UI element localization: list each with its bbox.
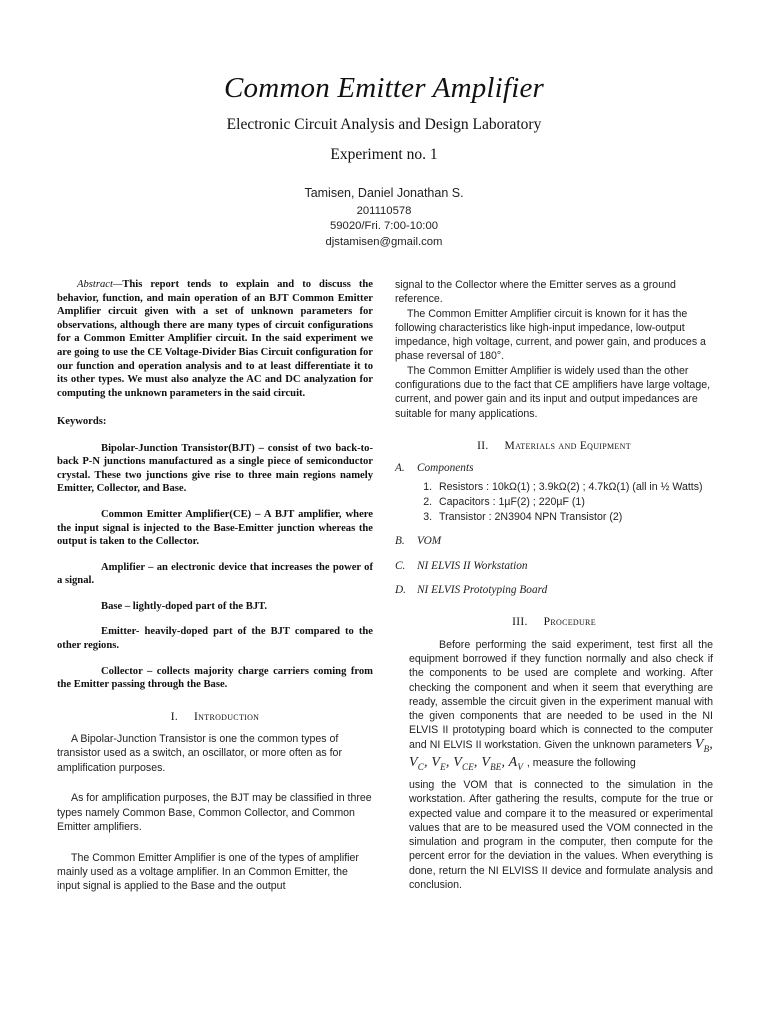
keyword-item: Collector – collects majority charge carriers coming from the Emitter passing through the Base. (57, 665, 373, 691)
paper-title: Common Emitter Amplifier (223, 72, 545, 104)
subsection-letter: A. (395, 462, 405, 475)
intro-paragraph: A Bipolar-Junction Transistor is one the common types of transistor used as a switch, an oscillator, or more often as for amplification purposes. (57, 733, 342, 774)
section-title: Procedure (543, 616, 596, 629)
author-name: Tamisen, Daniel Jonathan S. (304, 186, 464, 200)
parameter: $A_V$ (508, 754, 524, 772)
parameter: $V_{CE}$ (453, 754, 474, 772)
procedure-text: , measure the following (526, 756, 636, 769)
subsection-prototyping-board (395, 583, 713, 597)
component-item: 1. Resistors : 10kΩ(1) ; 3.9kΩ(2) ; 4.7kΩ(1) (all in ½ Watts) (435, 480, 713, 494)
subsection-title: VOM (417, 535, 442, 548)
section-number: I. (170, 710, 179, 723)
keyword-item: Base – lightly-doped part of the BJT. (101, 600, 268, 612)
procedure-paragraph: using the VOM that is connected to the simulation in the workstation. After gathering the results, compute for the true or expected value and compare it to the measured or experimental values that are to be measured used the VOM connected in the simulation and program in the computer, then compute for the percent error for the deviation in the values. When everything is done, return the NI ELVISS II device and formulate analysis and conclusion. (409, 778, 713, 891)
abstract-text: This report tends to explain and to discuss the behavior, function, and main operation of an BJT Common Emitter Amplifier circuit given with a set of unknown parameters for observations, although there are many types of circuit configurations for a Common Emitter Amplifier circuit. In the said experiment we are going to use the CE Voltage-Divider Bias Circuit configuration for our function and operation analysis and to at least differentiate it to its other types. We must also analyze the AC and DC analyzation for computing the unknown parameters in the said circuit. (57, 279, 373, 399)
subsection-letter: B. (395, 535, 405, 548)
procedure-paragraph (395, 638, 713, 774)
abstract-lead: Abstract— (77, 279, 123, 290)
keyword-item: Bipolar-Junction Transistor(BJT) – consist of two back-to-back P-N junctions manufactured as a single piece of semiconductor crystal. These two junctions give rise to three main regions namely Emitter, Collector, and Base. (57, 442, 373, 495)
subsection-title: NI ELVIS Prototyping Board (417, 584, 548, 597)
section-number: II. (477, 439, 489, 452)
keywords-heading: Keywords: (57, 416, 107, 428)
keyword-item: Amplifier – an electronic device that increases the power of a signal. (57, 561, 373, 587)
paper-subtitle: Electronic Circuit Analysis and Design Laboratory (226, 116, 542, 133)
subsection-letter: C. (395, 559, 406, 572)
subsection-vom (395, 534, 713, 548)
procedure-text: Before performing the said experiment, test first all the equipment borrowed if they function normally and also check if the components to be used are complete and working. After checking the component and when it seem that everything are ready, assemble the circuit given in the experiment manual with the given components that are needed to be used in the NI ELVIS II prototyping board which is connected to the computer and NI ELVIS II workstation. Given the unknown parameters (409, 638, 713, 751)
parameter: $V_E$ (431, 754, 446, 772)
author-email: djstamisen@gmail.com (325, 235, 443, 248)
left-column (57, 278, 373, 910)
intro-paragraph: The Common Emitter Amplifier is widely used than the other configurations due to the fact that CE amplifiers have large voltage, current, and power gain and its input and output impedances are suitable for many applications. (395, 364, 711, 420)
parameter: $V_B$ (694, 736, 710, 754)
components-list (395, 480, 713, 525)
parameter: $V_{BE}$ (481, 754, 502, 772)
subsection-title: Components (417, 462, 474, 475)
subsection-workstation (395, 559, 713, 573)
subsection-title: NI ELVIS II Workstation (417, 559, 528, 572)
subsection-letter: D. (395, 584, 406, 597)
section-heading-materials (395, 439, 713, 453)
component-item: 2. Capacitors : 1µF(2) ; 220µF (1) (435, 495, 713, 509)
experiment-number: Experiment no. 1 (330, 146, 438, 163)
student-id: 201110578 (356, 204, 412, 217)
section-heading-introduction (57, 710, 373, 724)
section-number: III. (512, 616, 528, 629)
class-schedule: 59020/Fri. 7:00-10:00 (329, 220, 439, 233)
intro-paragraph: As for amplification purposes, the BJT may be classified in three types namely Common Base, Common Collector, and Common Emitter amplifiers. (57, 792, 372, 834)
keyword-item: Common Emitter Amplifier(CE) – A BJT amplifier, where the input signal is injected to the Base-Emitter junction whereas the output is taken to the Collector. (57, 508, 373, 548)
parameter-list: $V_B$, $V_C$, $V_E$, $V_{CE}$, $V_{BE}$, $A_V$ (409, 736, 713, 772)
parameter: $V_C$ (409, 754, 424, 772)
section-title: Introduction (194, 710, 260, 723)
intro-paragraph: The Common Emitter Amplifier is one of the types of amplifier mainly used as a voltage amplifier. In an Common Emitter, the input signal is applied to the Base and the output (57, 851, 359, 893)
keyword-item: Emitter- heavily-doped part of the BJT compared to the other regions. (57, 626, 373, 652)
intro-paragraph: The Common Emitter Amplifier circuit is known for it has the following characteristics like high-input impedance, low-output impedance, high voltage, current, and power gain, and produces a phase reversal of 180°. (395, 307, 706, 363)
intro-continuation: signal to the Collector where the Emitter serves as a ground reference. (395, 279, 676, 306)
author-block (0, 186, 768, 250)
section-title: Materials and Equipment (504, 439, 631, 452)
abstract (57, 278, 373, 400)
subsection-components (395, 461, 713, 475)
component-item: 3. Transistor : 2N3904 NPN Transistor (2) (435, 510, 713, 524)
right-column (395, 278, 713, 892)
section-heading-procedure (395, 615, 713, 629)
